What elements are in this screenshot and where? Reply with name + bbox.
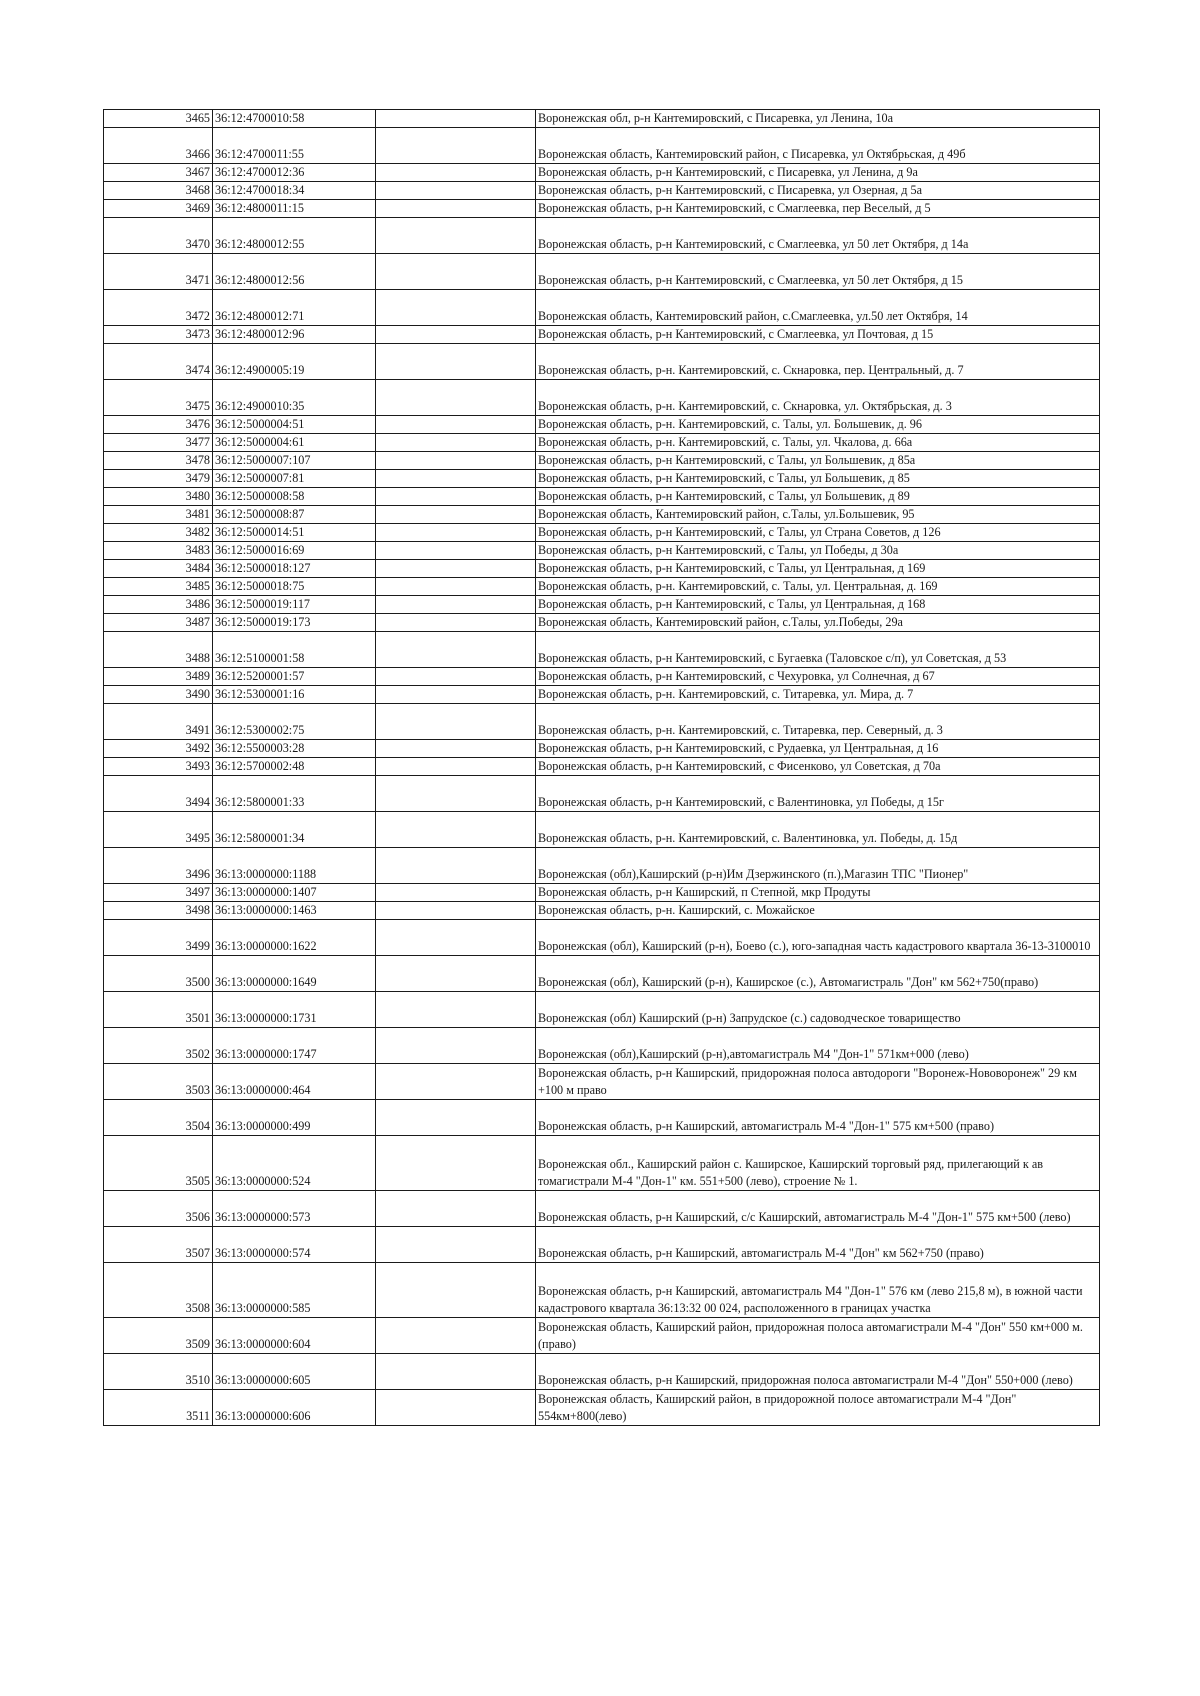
cadastral-number: 36:13:0000000:1407: [213, 884, 376, 902]
empty-cell: [376, 290, 536, 326]
address: Воронежская обл., Каширский район с. Каширское, Каширский торговый ряд, прилегающий к ав томагистрали М-4 "Дон-1" км. 551+500 (лево), строение № 1.: [536, 1136, 1100, 1191]
address: Воронежская область, р-н Каширский, придорожная полоса автодороги "Воронеж-Нововоронеж" 29 км +100 м право: [536, 1064, 1100, 1100]
address: Воронежская область, р-н Кантемировский, с Фисенково, ул Советская, д 70а: [536, 758, 1100, 776]
empty-cell: [376, 344, 536, 380]
address: Воронежская область, р-н Кантемировский, с Писаревка, ул Ленина, д 9а: [536, 164, 1100, 182]
empty-cell: [376, 956, 536, 992]
table-row: [104, 992, 1100, 1028]
table-row: [104, 200, 1100, 218]
address: Воронежская обл, р-н Кантемировский, с Писаревка, ул Ленина, 10а: [536, 110, 1100, 128]
table-row: [104, 1191, 1100, 1227]
cadastral-number: 36:13:0000000:464: [213, 1064, 376, 1100]
table-row: [104, 470, 1100, 488]
row-number: 3478: [104, 452, 213, 470]
table-row: [104, 1136, 1100, 1191]
table-row: [104, 416, 1100, 434]
address: Воронежская область, р-н. Кантемировский, с. Скнаровка, ул. Октябрьская, д. 3: [536, 380, 1100, 416]
row-number: 3500: [104, 956, 213, 992]
address: Воронежская область, р-н Кантемировский, с Валентиновка, ул Победы, д 15г: [536, 776, 1100, 812]
row-number: 3501: [104, 992, 213, 1028]
address: Воронежская область, р-н Кантемировский, с Писаревка, ул Озерная, д 5а: [536, 182, 1100, 200]
address: Воронежская область, р-н Каширский, автомагистраль М-4 "Дон-1" 575 км+500 (право): [536, 1100, 1100, 1136]
table-row: [104, 1064, 1100, 1100]
address: Воронежская область, р-н Кантемировский, с Талы, ул Победы, д 30а: [536, 542, 1100, 560]
address: Воронежская область, р-н. Кантемировский, с. Талы, ул. Большевик, д. 96: [536, 416, 1100, 434]
address: Воронежская область, р-н Кантемировский, с Чехуровка, ул Солнечная, д 67: [536, 668, 1100, 686]
address: Воронежская область, р-н Кантемировский, с Смаглеевка, ул Почтовая, д 15: [536, 326, 1100, 344]
cadastral-number: 36:12:4800012:96: [213, 326, 376, 344]
address: Воронежская область, р-н Каширский, автомагистраль М-4 "Дон" км 562+750 (право): [536, 1227, 1100, 1263]
row-number: 3497: [104, 884, 213, 902]
row-number: 3489: [104, 668, 213, 686]
table-row: [104, 542, 1100, 560]
row-number: 3493: [104, 758, 213, 776]
row-number: 3467: [104, 164, 213, 182]
empty-cell: [376, 110, 536, 128]
empty-cell: [376, 704, 536, 740]
property-registry-table: [103, 109, 1100, 1426]
empty-cell: [376, 470, 536, 488]
table-row: [104, 128, 1100, 164]
table-row: [104, 182, 1100, 200]
row-number: 3495: [104, 812, 213, 848]
address: Воронежская (обл),Каширский (р-н)Им Дзержинского (п.),Магазин ТПС "Пионер": [536, 848, 1100, 884]
address: Воронежская область, р-н Кантемировский, с Бугаевка (Таловское с/п), ул Советская, д 53: [536, 632, 1100, 668]
row-number: 3499: [104, 920, 213, 956]
address: Воронежская область, р-н Каширский, придорожная полоса автомагистрали М-4 "Дон" 550+000 (лево): [536, 1354, 1100, 1390]
table-row: [104, 632, 1100, 668]
empty-cell: [376, 812, 536, 848]
row-number: 3506: [104, 1191, 213, 1227]
table-row: [104, 380, 1100, 416]
empty-cell: [376, 524, 536, 542]
table-row: [104, 686, 1100, 704]
empty-cell: [376, 776, 536, 812]
table-row: [104, 668, 1100, 686]
address: Воронежская область, р-н Кантемировский, с Талы, ул Большевик, д 85: [536, 470, 1100, 488]
row-number: 3487: [104, 614, 213, 632]
empty-cell: [376, 218, 536, 254]
cadastral-number: 36:12:4700010:58: [213, 110, 376, 128]
row-number: 3498: [104, 902, 213, 920]
address: Воронежская область, р-н Кантемировский, с Талы, ул Центральная, д 168: [536, 596, 1100, 614]
cadastral-number: 36:13:0000000:606: [213, 1390, 376, 1426]
empty-cell: [376, 254, 536, 290]
empty-cell: [376, 1227, 536, 1263]
table-row: [104, 956, 1100, 992]
row-number: 3509: [104, 1318, 213, 1354]
row-number: 3484: [104, 560, 213, 578]
table-row: [104, 578, 1100, 596]
table-row: [104, 488, 1100, 506]
table-row: [104, 560, 1100, 578]
table-row: [104, 1318, 1100, 1354]
cadastral-number: 36:13:0000000:604: [213, 1318, 376, 1354]
row-number: 3473: [104, 326, 213, 344]
empty-cell: [376, 452, 536, 470]
row-number: 3486: [104, 596, 213, 614]
cadastral-number: 36:12:5000008:87: [213, 506, 376, 524]
row-number: 3479: [104, 470, 213, 488]
row-number: 3468: [104, 182, 213, 200]
empty-cell: [376, 632, 536, 668]
empty-cell: [376, 992, 536, 1028]
row-number: 3472: [104, 290, 213, 326]
cadastral-number: 36:13:0000000:605: [213, 1354, 376, 1390]
address: Воронежская область, р-н Каширский, п Степной, мкр Продуты: [536, 884, 1100, 902]
registry-rows: [104, 110, 1100, 1426]
row-number: 3488: [104, 632, 213, 668]
row-number: 3505: [104, 1136, 213, 1191]
cadastral-number: 36:13:0000000:499: [213, 1100, 376, 1136]
cadastral-number: 36:12:4700018:34: [213, 182, 376, 200]
table-row: [104, 848, 1100, 884]
row-number: 3507: [104, 1227, 213, 1263]
table-row: [104, 596, 1100, 614]
cadastral-number: 36:12:5000016:69: [213, 542, 376, 560]
empty-cell: [376, 380, 536, 416]
row-number: 3510: [104, 1354, 213, 1390]
table-row: [104, 920, 1100, 956]
address: Воронежская область, р-н Кантемировский, с Талы, ул Центральная, д 169: [536, 560, 1100, 578]
cadastral-number: 36:12:5800001:33: [213, 776, 376, 812]
cadastral-number: 36:12:5300001:16: [213, 686, 376, 704]
cadastral-number: 36:12:5000019:173: [213, 614, 376, 632]
address: Воронежская область, р-н Кантемировский, с Смаглеевка, ул 50 лет Октября, д 15: [536, 254, 1100, 290]
cadastral-number: 36:13:0000000:1649: [213, 956, 376, 992]
table-row: [104, 776, 1100, 812]
row-number: 3469: [104, 200, 213, 218]
empty-cell: [376, 1390, 536, 1426]
cadastral-number: 36:12:4800011:15: [213, 200, 376, 218]
empty-cell: [376, 884, 536, 902]
row-number: 3475: [104, 380, 213, 416]
cadastral-number: 36:12:5200001:57: [213, 668, 376, 686]
row-number: 3511: [104, 1390, 213, 1426]
cadastral-number: 36:12:5000004:61: [213, 434, 376, 452]
address: Воронежская (обл), Каширский (р-н), Боево (с.), юго-западная часть кадастрового квартала 36-13-3100010: [536, 920, 1100, 956]
table-row: [104, 218, 1100, 254]
address: Воронежская (обл),Каширский (р-н),автомагистраль М4 "Дон-1" 571км+000 (лево): [536, 1028, 1100, 1064]
address: Воронежская (обл), Каширский (р-н), Каширское (с.), Автомагистраль "Дон" км 562+750(право): [536, 956, 1100, 992]
cadastral-number: 36:12:5000007:107: [213, 452, 376, 470]
cadastral-number: 36:12:5300002:75: [213, 704, 376, 740]
table-row: [104, 884, 1100, 902]
table-row: [104, 1028, 1100, 1064]
row-number: 3492: [104, 740, 213, 758]
address: Воронежская область, Кантемировский район, с.Талы, ул.Большевик, 95: [536, 506, 1100, 524]
cadastral-number: 36:13:0000000:524: [213, 1136, 376, 1191]
empty-cell: [376, 1064, 536, 1100]
table-row: [104, 434, 1100, 452]
empty-cell: [376, 614, 536, 632]
cadastral-number: 36:12:5000018:75: [213, 578, 376, 596]
address: Воронежская область, р-н Каширский, с/с Каширский, автомагистраль М-4 "Дон-1" 575 км+500 (лево): [536, 1191, 1100, 1227]
address: Воронежская область, р-н. Каширский, с. Можайское: [536, 902, 1100, 920]
empty-cell: [376, 758, 536, 776]
empty-cell: [376, 542, 536, 560]
address: Воронежская (обл) Каширский (р-н) Запрудское (с.) садоводческое товарищество: [536, 992, 1100, 1028]
address: Воронежская область, р-н. Кантемировский, с. Талы, ул. Центральная, д. 169: [536, 578, 1100, 596]
row-number: 3476: [104, 416, 213, 434]
cadastral-number: 36:13:0000000:573: [213, 1191, 376, 1227]
empty-cell: [376, 902, 536, 920]
table-row: [104, 290, 1100, 326]
address: Воронежская область, р-н Кантемировский, с Талы, ул Страна Советов, д 126: [536, 524, 1100, 542]
row-number: 3491: [104, 704, 213, 740]
row-number: 3496: [104, 848, 213, 884]
cadastral-number: 36:12:5000014:51: [213, 524, 376, 542]
row-number: 3504: [104, 1100, 213, 1136]
row-number: 3471: [104, 254, 213, 290]
cadastral-number: 36:12:5000018:127: [213, 560, 376, 578]
cadastral-number: 36:13:0000000:1731: [213, 992, 376, 1028]
row-number: 3503: [104, 1064, 213, 1100]
address: Воронежская область, р-н Кантемировский, с Смаглеевка, ул 50 лет Октября, д 14а: [536, 218, 1100, 254]
empty-cell: [376, 506, 536, 524]
cadastral-number: 36:13:0000000:1622: [213, 920, 376, 956]
empty-cell: [376, 164, 536, 182]
cadastral-number: 36:12:5000007:81: [213, 470, 376, 488]
table-row: [104, 110, 1100, 128]
address: Воронежская область, Кантемировский район, с.Смаглеевка, ул.50 лет Октября, 14: [536, 290, 1100, 326]
cadastral-number: 36:13:0000000:1463: [213, 902, 376, 920]
cadastral-number: 36:12:4800012:56: [213, 254, 376, 290]
cadastral-number: 36:13:0000000:585: [213, 1263, 376, 1318]
cadastral-number: 36:12:5000008:58: [213, 488, 376, 506]
address: Воронежская область, р-н Кантемировский, с Талы, ул Большевик, д 85а: [536, 452, 1100, 470]
empty-cell: [376, 686, 536, 704]
row-number: 3508: [104, 1263, 213, 1318]
cadastral-number: 36:12:4800012:71: [213, 290, 376, 326]
cadastral-number: 36:12:4900010:35: [213, 380, 376, 416]
row-number: 3474: [104, 344, 213, 380]
empty-cell: [376, 326, 536, 344]
table-row: [104, 758, 1100, 776]
row-number: 3466: [104, 128, 213, 164]
empty-cell: [376, 1263, 536, 1318]
cadastral-number: 36:12:5100001:58: [213, 632, 376, 668]
cadastral-number: 36:12:4800012:55: [213, 218, 376, 254]
row-number: 3465: [104, 110, 213, 128]
table-row: [104, 254, 1100, 290]
address: Воронежская область, р-н. Кантемировский, с. Титаревка, пер. Северный, д. 3: [536, 704, 1100, 740]
cadastral-number: 36:13:0000000:1188: [213, 848, 376, 884]
row-number: 3482: [104, 524, 213, 542]
row-number: 3502: [104, 1028, 213, 1064]
empty-cell: [376, 200, 536, 218]
table-row: [104, 1390, 1100, 1426]
cadastral-number: 36:13:0000000:1747: [213, 1028, 376, 1064]
empty-cell: [376, 1191, 536, 1227]
empty-cell: [376, 1100, 536, 1136]
row-number: 3485: [104, 578, 213, 596]
address: Воронежская область, Каширский район, придорожная полоса автомагистрали М-4 "Дон" 550 км+000 м. (право): [536, 1318, 1100, 1354]
empty-cell: [376, 182, 536, 200]
empty-cell: [376, 416, 536, 434]
address: Воронежская область, р-н. Кантемировский, с. Скнаровка, пер. Центральный, д. 7: [536, 344, 1100, 380]
row-number: 3481: [104, 506, 213, 524]
cadastral-number: 36:12:5000019:117: [213, 596, 376, 614]
address: Воронежская область, р-н. Кантемировский, с. Титаревка, ул. Мира, д. 7: [536, 686, 1100, 704]
empty-cell: [376, 848, 536, 884]
address: Воронежская область, Кантемировский район, с Писаревка, ул Октябрьская, д 49б: [536, 128, 1100, 164]
empty-cell: [376, 1028, 536, 1064]
address: Воронежская область, р-н Кантемировский, с Смаглеевка, пер Веселый, д 5: [536, 200, 1100, 218]
table-row: [104, 326, 1100, 344]
cadastral-number: 36:13:0000000:574: [213, 1227, 376, 1263]
cadastral-number: 36:12:5500003:28: [213, 740, 376, 758]
empty-cell: [376, 560, 536, 578]
empty-cell: [376, 596, 536, 614]
row-number: 3490: [104, 686, 213, 704]
empty-cell: [376, 740, 536, 758]
empty-cell: [376, 920, 536, 956]
table-row: [104, 524, 1100, 542]
row-number: 3494: [104, 776, 213, 812]
cadastral-number: 36:12:4700012:36: [213, 164, 376, 182]
empty-cell: [376, 578, 536, 596]
empty-cell: [376, 1354, 536, 1390]
table-row: [104, 506, 1100, 524]
row-number: 3480: [104, 488, 213, 506]
cadastral-number: 36:12:5800001:34: [213, 812, 376, 848]
empty-cell: [376, 1136, 536, 1191]
empty-cell: [376, 434, 536, 452]
row-number: 3470: [104, 218, 213, 254]
address: Воронежская область, р-н. Кантемировский, с. Валентиновка, ул. Победы, д. 15д: [536, 812, 1100, 848]
empty-cell: [376, 1318, 536, 1354]
row-number: 3483: [104, 542, 213, 560]
table-row: [104, 614, 1100, 632]
table-row: [104, 164, 1100, 182]
address: Воронежская область, р-н Кантемировский, с Рудаевка, ул Центральная, д 16: [536, 740, 1100, 758]
empty-cell: [376, 128, 536, 164]
cadastral-number: 36:12:4700011:55: [213, 128, 376, 164]
address: Воронежская область, Каширский район, в придорожной полосе автомагистрали М-4 "Дон" 554км+800(лево): [536, 1390, 1100, 1426]
table-row: [104, 1100, 1100, 1136]
table-row: [104, 812, 1100, 848]
cadastral-number: 36:12:4900005:19: [213, 344, 376, 380]
row-number: 3477: [104, 434, 213, 452]
table-row: [104, 452, 1100, 470]
address: Воронежская область, р-н. Кантемировский, с. Талы, ул. Чкалова, д. 66а: [536, 434, 1100, 452]
table-row: [104, 740, 1100, 758]
address: Воронежская область, р-н Кантемировский, с Талы, ул Большевик, д 89: [536, 488, 1100, 506]
table-row: [104, 1227, 1100, 1263]
table-row: [104, 1263, 1100, 1318]
table-row: [104, 1354, 1100, 1390]
cadastral-number: 36:12:5000004:51: [213, 416, 376, 434]
empty-cell: [376, 668, 536, 686]
empty-cell: [376, 488, 536, 506]
table-row: [104, 704, 1100, 740]
cadastral-number: 36:12:5700002:48: [213, 758, 376, 776]
table-row: [104, 902, 1100, 920]
address: Воронежская область, р-н Каширский, автомагистраль М4 "Дон-1" 576 км (лево 215,8 м), в южной части кадастрового квартала 36:13:32 00 024, расположенного в границах участка: [536, 1263, 1100, 1318]
table-row: [104, 344, 1100, 380]
address: Воронежская область, Кантемировский район, с.Талы, ул.Победы, 29а: [536, 614, 1100, 632]
